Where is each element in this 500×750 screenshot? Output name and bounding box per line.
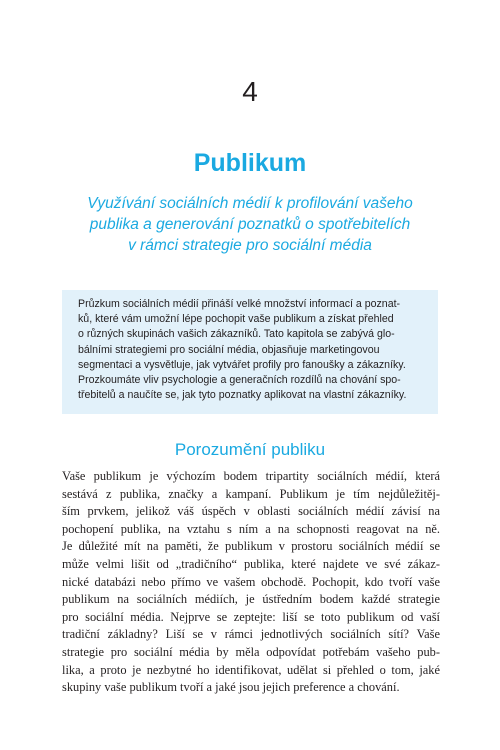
body-line: publikum na sociálních médiích, je ústředním bodem každé strategie <box>62 592 440 607</box>
subtitle-line: Využívání sociálních médií k profilování vašeho <box>87 195 413 212</box>
chapter-number: 4 <box>242 76 258 107</box>
body-line: sestává z publika, značky a kampaní. Publikum je tím nejdůležitěj- <box>62 486 440 501</box>
summary-line: třebitelů a naučíte se, jak tyto poznatky aplikovat na vlastní zákazníky. <box>78 389 407 402</box>
body-line: tradiční základny? Liší se v rámci jednotlivých sociálních sítí? Vaše <box>62 627 440 642</box>
chapter-subtitle <box>60 193 440 256</box>
body-line: pro sociální média. Nejprve se zeptejte: liší se toto publikum od vaší <box>62 609 440 624</box>
chapter-summary-box <box>62 290 438 414</box>
subtitle-line: publika a generování poznatků o spotřebitelích <box>89 216 411 233</box>
body-line: může velmi lišit od „tradičního“ publika, které najdete ve své zákaz- <box>62 556 440 571</box>
body-line: lika, a proto je nezbytné ho identifikovat, udělat si přehled o tom, jaké <box>62 662 440 677</box>
body-line: skupiny vaše publikum tvoří a jaké jsou jejich preference a chování. <box>62 680 400 695</box>
summary-line: segmentaci a vysvětluje, jak vytvářet profily pro fanoušky a zákazníky. <box>78 358 406 371</box>
body-line: pochopení publika, na vztahu s ním a na schopnosti reagovat na ně. <box>62 521 440 536</box>
body-line: nické databázi nebo přímo ve vašem obchodě. Pochopit, kdo tvoří vaše <box>62 574 440 589</box>
summary-line: o různých skupinách vašich zákazníků. Tato kapitola se zabývá glo- <box>78 328 395 341</box>
body-paragraph <box>62 468 440 697</box>
summary-line: ků, které vám umožní lépe pochopit vaše publikum a získat přehled <box>78 313 394 326</box>
summary-line: Průzkum sociálních médií přináší velké množství informací a poznat- <box>78 298 401 310</box>
section-heading: Porozumění publiku <box>174 440 326 459</box>
subtitle-line: v rámci strategie pro sociální média <box>128 237 372 254</box>
body-line: strategie pro sociální média by měla odpovídat potřebám vašeho pub- <box>62 644 440 659</box>
body-line: Je důležité mít na paměti, že publikum v prostoru sociálních médií se <box>62 539 440 554</box>
chapter-title: Publikum <box>193 149 307 177</box>
body-line: Vaše publikum je výchozím bodem tripartity sociálních médií, která <box>62 469 440 483</box>
summary-line: bálními strategiemi pro sociální média, objasňuje marketingovou <box>78 343 380 356</box>
body-line: ším prvkem, jelikož váš úspěch v oblasti sociálních médií závisí na <box>62 504 440 519</box>
summary-line: Prozkoumáte vliv psychologie a generačních rozdílů na chování spo- <box>78 374 401 387</box>
